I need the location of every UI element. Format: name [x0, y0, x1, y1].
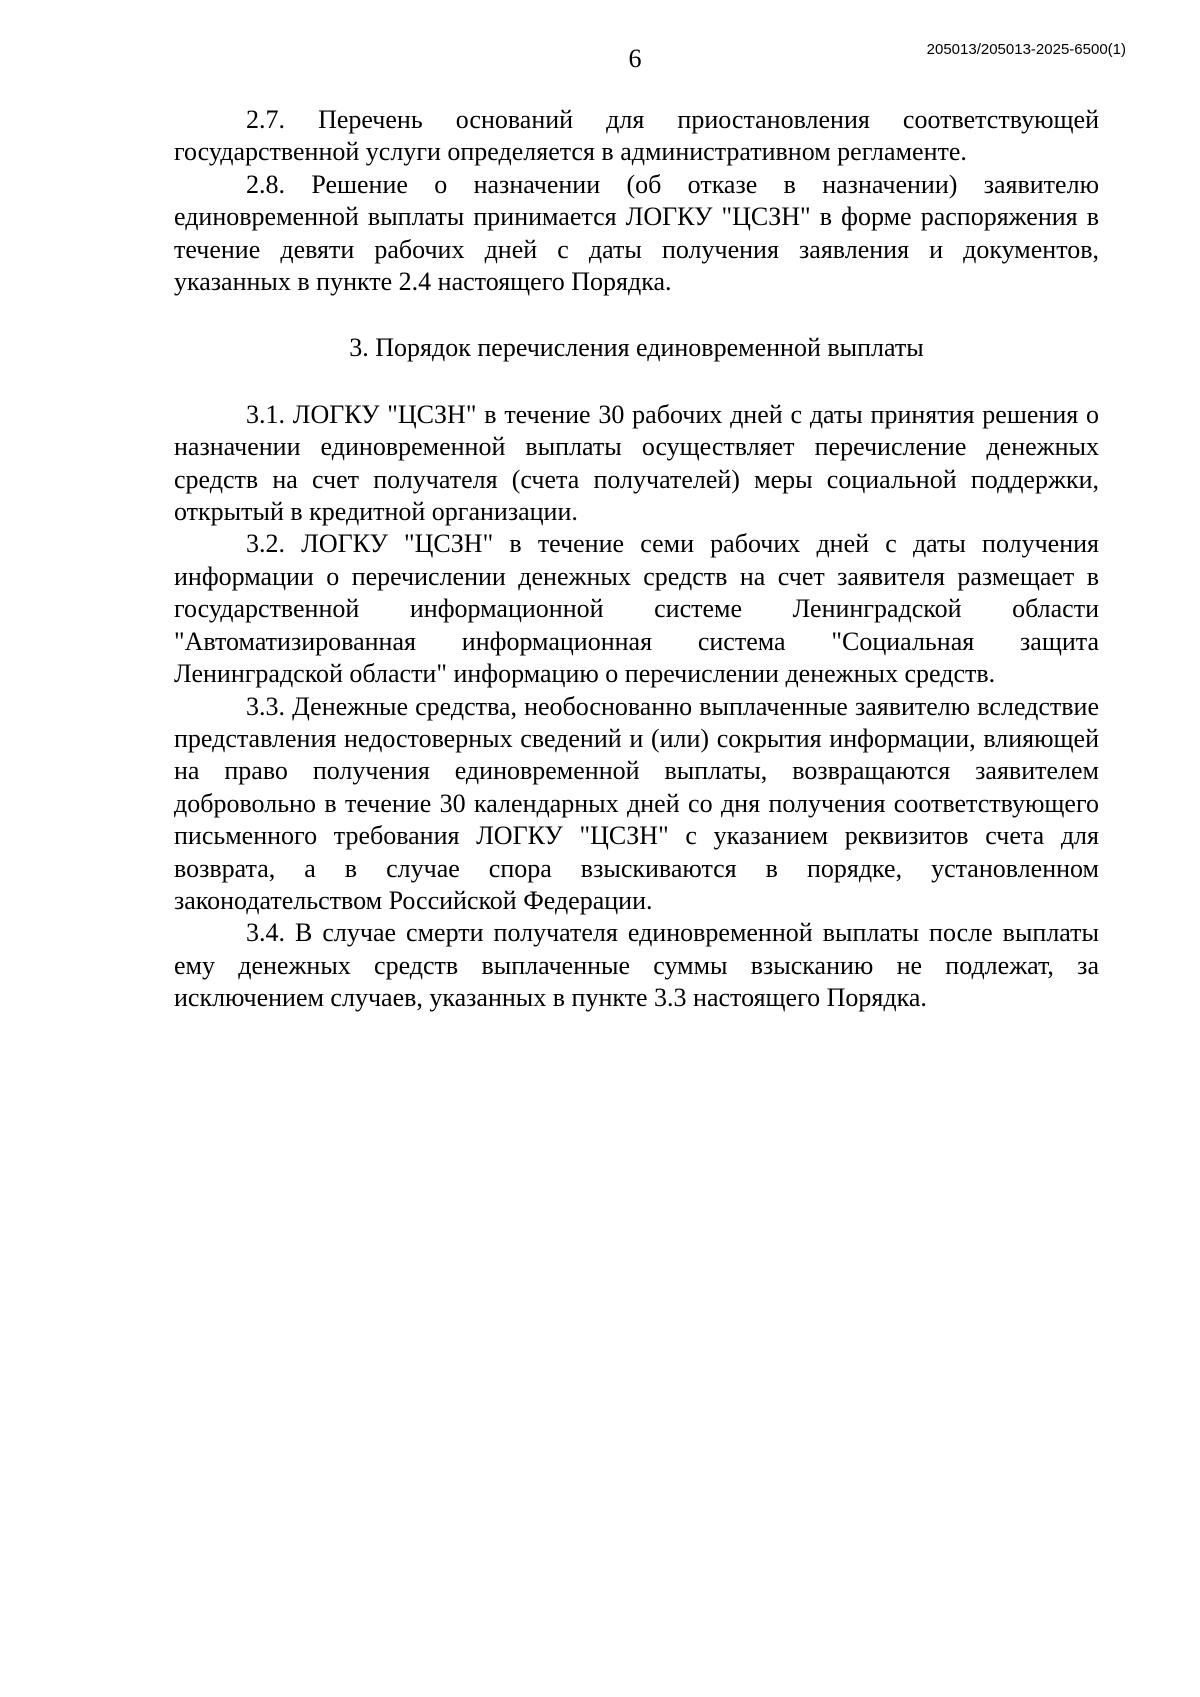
- page-number: 6: [628, 44, 642, 73]
- paragraph-3-1: 3.1. ЛОГКУ "ЦСЗН" в течение 30 рабочих дней с даты принятия решения о назначении единовременной выплаты осуществляет перечисление денежных средств на счет получателя (счета получателей) меры социальной поддержки, открытый в кредитной организации.: [174, 399, 1099, 527]
- paragraph-3-3: 3.3. Денежные средства, необоснованно выплаченные заявителю вследствие представления недостоверных сведений и (или) сокрытия информации, влияющей на право получения единовременной выплаты, возвращаются заявителем добровольно в течение 30 календарных дней со дня получения соответствующего письменного требования ЛОГКУ "ЦСЗН" с указанием реквизитов счета для возврата, а в случае спора взыскиваются в порядке, установленном законодательством Российской Федерации.: [174, 691, 1099, 915]
- paragraph-3-2: 3.2. ЛОГКУ "ЦСЗН" в течение семи рабочих дней с даты получения информации о перечислении денежных средств на счет заявителя размещает в государственной информационной системе Ленинградской области "Автоматизированная информационная система "Социальная защита Ленинградской области" информацию о перечислении денежных средств.: [174, 529, 1099, 689]
- document-body: [174, 104, 1099, 1015]
- paragraph-2-8: 2.8. Решение о назначении (об отказе в назначении) заявителю единовременной выплаты принимается ЛОГКУ "ЦСЗН" в форме распоряжения в течение девяти рабочих дней с даты получения заявления и документов, указанных в пункте 2.4 настоящего Порядка.: [174, 169, 1099, 297]
- paragraph-2-7: 2.7. Перечень оснований для приостановления соответствующей государственной услуги определяется в административном регламенте.: [174, 105, 1099, 167]
- section-3-heading: 3. Порядок перечисления единовременной выплаты: [349, 333, 924, 363]
- paragraph-3-4: 3.4. В случае смерти получателя единовременной выплаты после выплаты ему денежных средств выплаченные суммы взысканию не подлежат, за исключением случаев, указанных в пункте 3.3 настоящего Порядка.: [174, 918, 1099, 1013]
- document-id: 205013/205013-2025-6500(1): [926, 41, 1126, 58]
